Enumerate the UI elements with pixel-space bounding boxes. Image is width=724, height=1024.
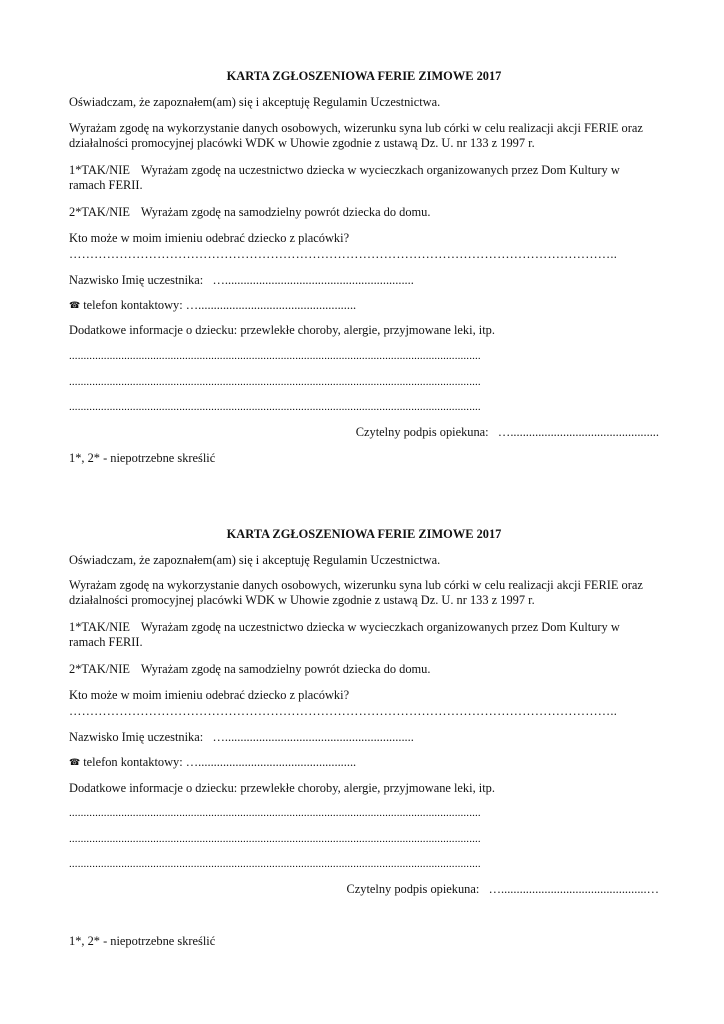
signature-label: Czytelny podpis opiekuna: [355,425,489,439]
data-consent: Wyrażam zgodę na wykorzystanie danych osobowych, wizerunku syna lub córki w celu realizacji akcji FERIE oraz działalności promocyjnej placówki WDK w Uhowie zgodnie z ustawą Dz. U. nr 133 z 1997 r. [69,578,643,607]
telephone-icon: ☎ [69,758,81,768]
additional-info-field-2[interactable]: .............................................................................................................................................. [69,376,481,388]
return-consent [69,205,430,220]
additional-info-field-2[interactable]: .............................................................................................................................................. [69,833,481,845]
additional-info-field-3[interactable]: .............................................................................................................................................. [69,401,481,413]
return-consent-choice[interactable]: 2*TAK/NIE [69,205,130,219]
pickup-question: Kto może w moim imieniu odebrać dziecko z placówki? [69,231,350,245]
trips-consent-text: Wyrażam zgodę na uczestnictwo dziecka w wycieczkach organizowanych przez Dom Kultury w ramach FERII. [69,620,620,649]
return-consent [69,662,430,677]
additional-info-field-1[interactable]: .............................................................................................................................................. [69,807,481,819]
participant-name-label: Nazwisko Imię uczestnika: [69,730,204,744]
trips-consent [69,163,659,193]
participant-name-field[interactable]: …............................................................. [212,273,414,287]
additional-info-field-3[interactable]: .............................................................................................................................................. [69,858,481,870]
phone-label: telefon kontaktowy: [83,755,183,769]
return-consent-text: Wyrażam zgodę na samodzielny powrót dziecka do domu. [140,205,431,219]
regulations-statement: Oświadczam, że zapoznałem(am) się i akceptuję Regulamin Uczestnictwa. [69,553,441,567]
footnote: 1*, 2* - niepotrzebne skreślić [69,451,216,465]
participant-name-field[interactable]: …............................................................. [212,730,414,744]
additional-info-label: Dodatkowe informacje o dziecku: przewlekłe choroby, alergie, przyjmowane leki, itp. [69,323,495,337]
signature-row [69,425,659,440]
form-title: KARTA ZGŁOSZENIOWA FERIE ZIMOWE 2017 [226,527,502,541]
phone-row [69,298,356,314]
participant-name-row [69,273,414,288]
pickup-question: Kto może w moim imieniu odebrać dziecko z placówki? [69,688,350,702]
participant-name-row [69,730,414,745]
participant-name-label: Nazwisko Imię uczestnika: [69,273,204,287]
pickup-field[interactable]: ………………………………………………………………………………………………………………….. [69,247,617,261]
trips-consent-choice[interactable]: 1*TAK/NIE [69,620,130,634]
signature-field[interactable]: …...............................................… [488,882,659,896]
additional-info-field-1[interactable]: .............................................................................................................................................. [69,350,481,362]
additional-info-label: Dodatkowe informacje o dziecku: przewlekłe choroby, alergie, przyjmowane leki, itp. [69,781,495,795]
trips-consent [69,620,659,650]
signature-row [69,882,659,897]
signature-field[interactable]: …................................................ [497,425,659,439]
pickup-field[interactable]: ………………………………………………………………………………………………………………….. [69,704,617,718]
return-consent-text: Wyrażam zgodę na samodzielny powrót dziecka do domu. [140,662,431,676]
signature-label: Czytelny podpis opiekuna: [346,882,480,896]
return-consent-choice[interactable]: 2*TAK/NIE [69,662,130,676]
phone-row [69,755,356,771]
regulations-statement: Oświadczam, że zapoznałem(am) się i akceptuję Regulamin Uczestnictwa. [69,95,441,109]
form-title: KARTA ZGŁOSZENIOWA FERIE ZIMOWE 2017 [226,69,502,83]
phone-label: telefon kontaktowy: [83,298,183,312]
footnote: 1*, 2* - niepotrzebne skreślić [69,934,216,948]
phone-field[interactable]: …................................................... [185,298,357,312]
data-consent: Wyrażam zgodę na wykorzystanie danych osobowych, wizerunku syna lub córki w celu realizacji akcji FERIE oraz działalności promocyjnej placówki WDK w Uhowie zgodnie z ustawą Dz. U. nr 133 z 1997 r. [69,121,643,150]
telephone-icon: ☎ [69,301,81,311]
phone-field[interactable]: …................................................... [185,755,357,769]
trips-consent-choice[interactable]: 1*TAK/NIE [69,163,130,177]
trips-consent-text: Wyrażam zgodę na uczestnictwo dziecka w wycieczkach organizowanych przez Dom Kultury w ramach FERII. [69,163,620,192]
